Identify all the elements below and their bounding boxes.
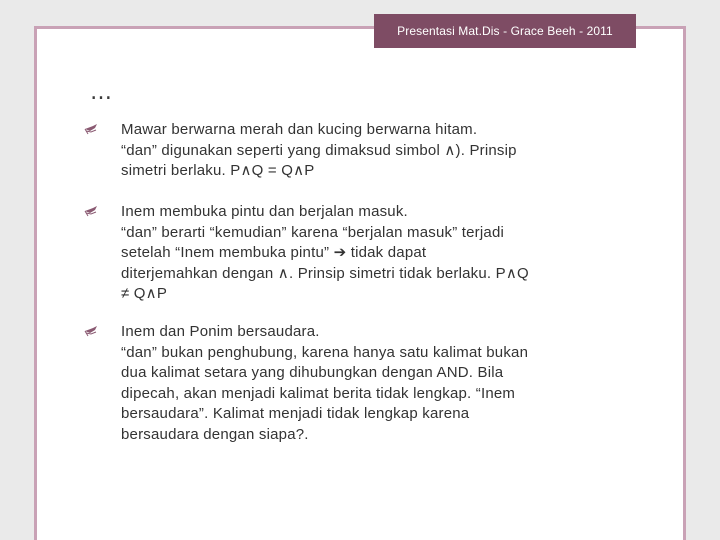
bullet-text xyxy=(121,120,621,182)
bullet-line: ≠ Q∧P xyxy=(121,285,168,302)
bullet-item xyxy=(84,120,624,182)
bullet-line: bersaudara”. Kalimat menjadi tidak lengkap karena xyxy=(121,405,470,422)
header-band xyxy=(374,14,636,48)
bullet-text xyxy=(121,322,621,445)
bullet-line: Inem membuka pintu dan berjalan masuk. xyxy=(121,203,408,220)
feather-quill-icon xyxy=(84,325,98,337)
bullet-line: Inem dan Ponim bersaudara. xyxy=(121,323,320,340)
bullet-line: “dan” bukan penghubung, karena hanya satu kalimat bukan xyxy=(121,343,529,361)
feather-quill-icon xyxy=(84,123,98,135)
bullet-item xyxy=(84,202,624,305)
slide-title: … xyxy=(90,80,116,105)
bullet-line: dua kalimat setara yang dihubungkan dengan AND. Bila xyxy=(121,364,504,381)
bullet-line: “dan” berarti “kemudian” karena “berjalan masuk” terjadi xyxy=(121,223,505,241)
bullet-line: bersaudara dengan siapa?. xyxy=(121,425,309,443)
header-text: Presentasi Mat.Dis - Grace Beeh - 2011 xyxy=(397,24,613,38)
bullet-line: setelah “Inem membuka pintu” ➔ tidak dapat xyxy=(121,244,427,261)
bullet-line: simetri berlaku. P∧Q = Q∧P xyxy=(121,162,315,179)
bullet-text xyxy=(121,202,621,305)
bullet-line: Mawar berwarna merah dan kucing berwarna hitam. xyxy=(121,121,478,138)
bullet-line: “dan” digunakan seperti yang dimaksud simbol ∧). Prinsip xyxy=(121,141,517,159)
bullet-item xyxy=(84,322,624,445)
bullet-line: dipecah, akan menjadi kalimat berita tidak lengkap. “Inem xyxy=(121,384,516,402)
bullet-line: diterjemahkan dengan ∧. Prinsip simetri tidak berlaku. P∧Q xyxy=(121,264,529,282)
feather-quill-icon xyxy=(84,205,98,217)
